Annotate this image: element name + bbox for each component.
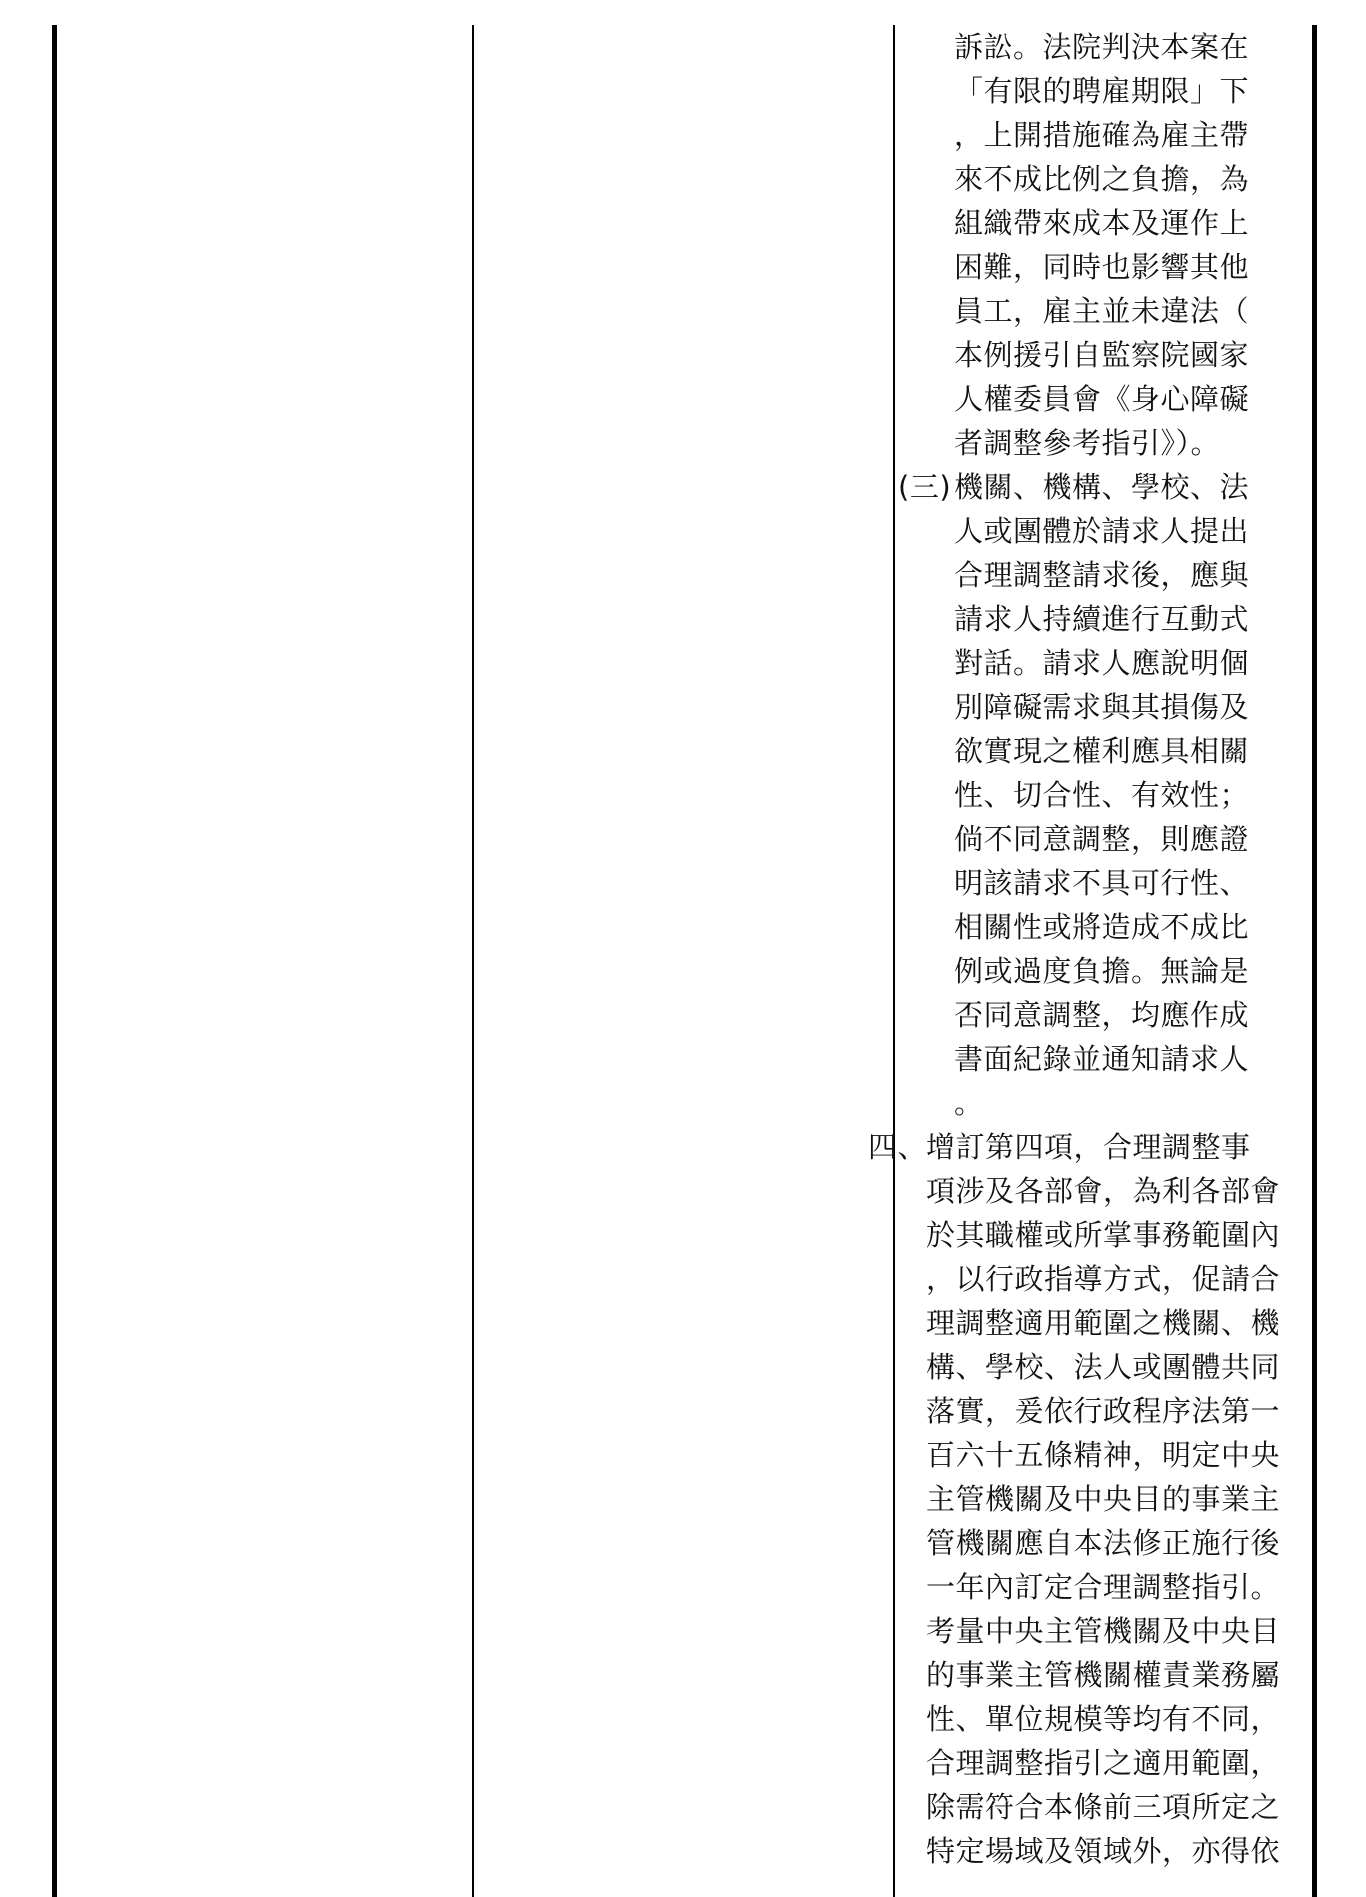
text-line [908,69,1308,113]
line-text: 來不成比例之負擔，為 [954,162,1250,196]
text-line [908,817,1308,861]
text-line [908,1301,1308,1345]
line-text: 合理調整請求後，應與 [954,558,1250,592]
text-line [908,1829,1308,1873]
text-line [908,641,1308,685]
line-text: 一年內訂定合理調整指引。 [926,1570,1281,1604]
line-text: 主管機關及中央目的事業主 [926,1482,1281,1516]
line-text: 訴訟。法院判決本案在 [954,30,1250,64]
text-line [898,465,1308,509]
text-line [908,685,1308,729]
text-line [908,1389,1308,1433]
table-border-right [1312,25,1317,1897]
text-line [908,597,1308,641]
text-line [908,1213,1308,1257]
line-text: 增訂第四項，合理調整事 [926,1130,1251,1164]
line-text: 困難，同時也影響其他 [954,250,1250,284]
text-line [908,1741,1308,1785]
text-line [908,245,1308,289]
line-text: 項涉及各部會，為利各部會 [926,1174,1281,1208]
comparison-table [52,25,1318,1897]
line-text: 特定場域及領域外，亦得依 [926,1834,1281,1868]
line-text: 書面紀錄並通知請求人 [954,1042,1250,1076]
text-line [908,157,1308,201]
text-line [908,1477,1308,1521]
text-line [908,1433,1308,1477]
text-line [908,1565,1308,1609]
text-line [908,861,1308,905]
line-text: 否同意調整，均應作成 [954,998,1250,1032]
line-text: 人或團體於請求人提出 [954,514,1250,548]
line-text: 明該請求不具可行性、 [954,866,1250,900]
column-divider-1 [472,25,474,1897]
text-line [868,1125,1308,1169]
explanation-column [868,25,1308,1873]
text-line [908,553,1308,597]
text-line [908,333,1308,377]
table-border-left [52,25,57,1897]
line-text: 機關、機構、學校、法 [954,470,1250,504]
text-line [908,1653,1308,1697]
line-text: 管機關應自本法修正施行後 [926,1526,1281,1560]
text-line [908,421,1308,465]
text-line [908,1037,1308,1081]
line-text: 的事業主管機關權責業務屬 [926,1658,1281,1692]
list-marker: 四、 [868,1130,928,1164]
line-text: 倘不同意調整，則應證 [954,822,1250,856]
text-line [908,509,1308,553]
text-line [908,1785,1308,1829]
line-text: 請求人持續進行互動式 [954,602,1250,636]
text-line [908,1345,1308,1389]
line-text: 對話。請求人應說明個 [954,646,1250,680]
line-text: 例或過度負擔。無論是 [954,954,1250,988]
line-text: 於其職權或所掌事務範圍內 [926,1218,1281,1252]
text-line [908,1609,1308,1653]
text-line [908,1697,1308,1741]
line-text: 員工，雇主並未違法（ [954,294,1250,328]
line-text: 合理調整指引之適用範圍， [926,1746,1281,1780]
line-text: ，上開措施確為雇主帶 [954,118,1250,152]
line-text: 構、學校、法人或團體共同 [926,1350,1281,1384]
line-text: 性、單位規模等均有不同， [926,1702,1281,1736]
text-line [908,773,1308,817]
line-text: 別障礙需求與其損傷及 [954,690,1250,724]
text-line [908,949,1308,993]
text-line [908,1081,1308,1125]
text-line [908,289,1308,333]
text-line [908,729,1308,773]
line-text: 相關性或將造成不成比 [954,910,1250,944]
line-text: 「有限的聘雇期限」下 [954,74,1250,108]
line-text: 。 [954,1086,984,1120]
text-line [908,201,1308,245]
text-line [908,377,1308,421]
line-text: 考量中央主管機關及中央目 [926,1614,1281,1648]
text-line [908,993,1308,1037]
line-text: 落實，爰依行政程序法第一 [926,1394,1281,1428]
text-line [908,25,1308,69]
text-line [908,905,1308,949]
text-line [908,113,1308,157]
line-text: 性、切合性、有效性； [954,778,1250,812]
text-line [908,1169,1308,1213]
line-text: 者調整參考指引》）。 [954,426,1221,460]
line-text: 欲實現之權利應具相關 [954,734,1250,768]
line-text: ，以行政指導方式，促請合 [926,1262,1281,1296]
line-text: 人權委員會《身心障礙 [954,382,1250,416]
line-text: 理調整適用範圍之機關、機 [926,1306,1281,1340]
column-divider-2 [893,25,895,1897]
line-text: 百六十五條精神，明定中央 [926,1438,1281,1472]
list-marker: (三) [898,470,952,504]
text-line [908,1257,1308,1301]
line-text: 本例援引自監察院國家 [954,338,1250,372]
line-text: 除需符合本條前三項所定之 [926,1790,1281,1824]
line-text: 組織帶來成本及運作上 [954,206,1250,240]
text-line [908,1521,1308,1565]
